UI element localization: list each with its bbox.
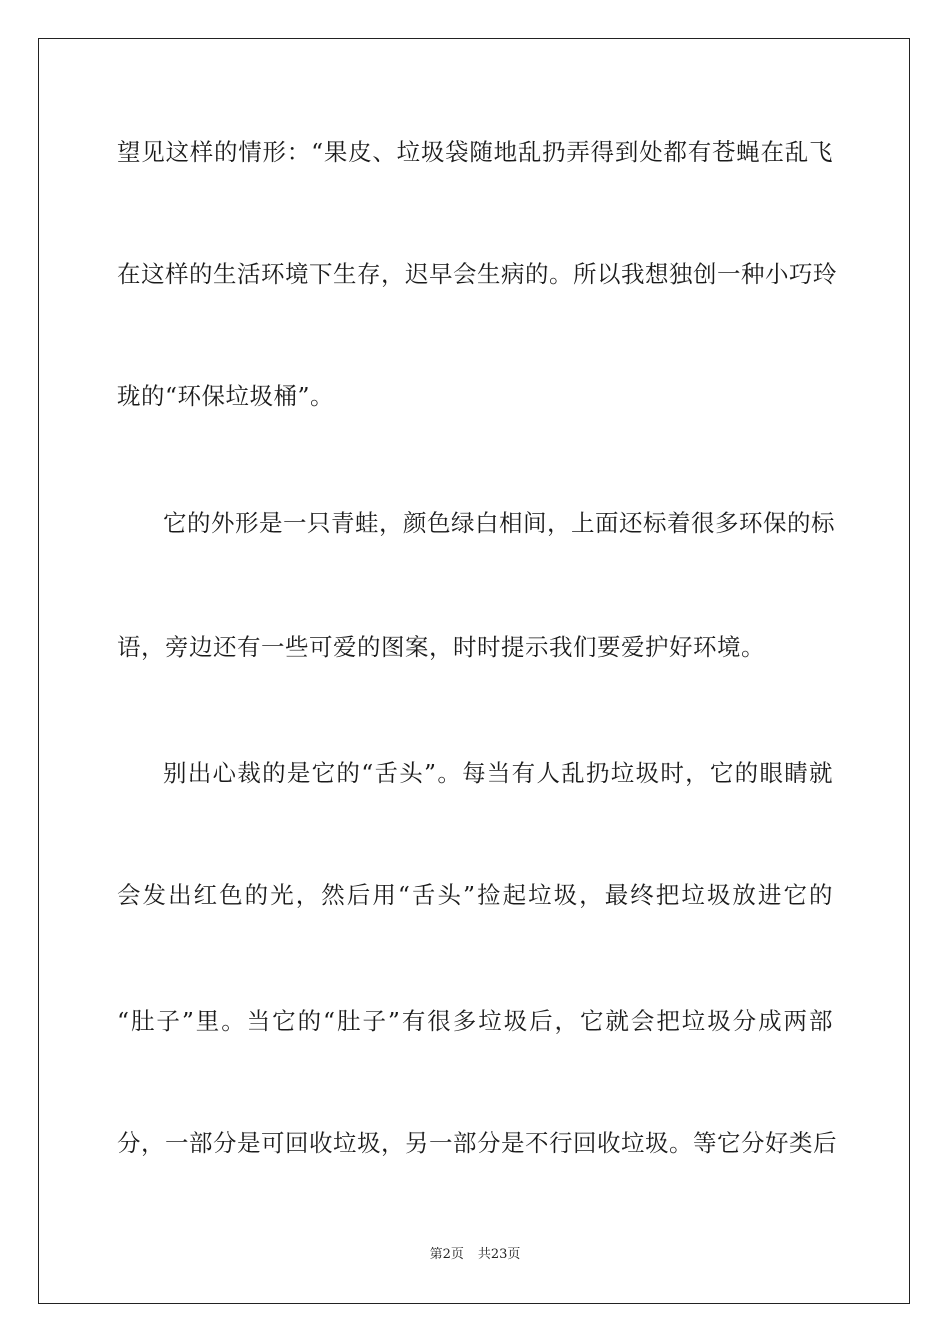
- text-line: 语，旁边还有一些可爱的图案，时时提示我们要爱护好环境。: [117, 633, 765, 661]
- page-footer: [0, 1247, 950, 1263]
- paragraph-start-line: 别出心裁的是它的“舌头”。每当有人乱扔垃圾时，它的眼睛就: [163, 759, 833, 787]
- page-border: [38, 38, 910, 1304]
- text-line: 珑的“环保垃圾桶”。: [117, 382, 335, 410]
- page-number: 第2页: [429, 1247, 464, 1262]
- text-line: 望见这样的情形：“果皮、垃圾袋随地乱扔弄得到处都有苍蝇在乱飞: [117, 138, 833, 166]
- text-line: 会发出红色的光，然后用“舌头”捡起垃圾，最终把垃圾放进它的: [117, 881, 833, 909]
- text-line: 分，一部分是可回收垃圾，另一部分是不行回收垃圾。等它分好类后: [117, 1129, 837, 1157]
- paragraph-start-line: 它的外形是一只青蛙，颜色绿白相间，上面还标着很多环保的标: [163, 509, 835, 537]
- text-line: “肚子”里。当它的“肚子”有很多垃圾后，它就会把垃圾分成两部: [117, 1007, 833, 1035]
- total-pages: 共23页: [477, 1247, 521, 1262]
- text-line: 在这样的生活环境下生存，迟早会生病的。所以我想独创一种小巧玲: [117, 260, 837, 288]
